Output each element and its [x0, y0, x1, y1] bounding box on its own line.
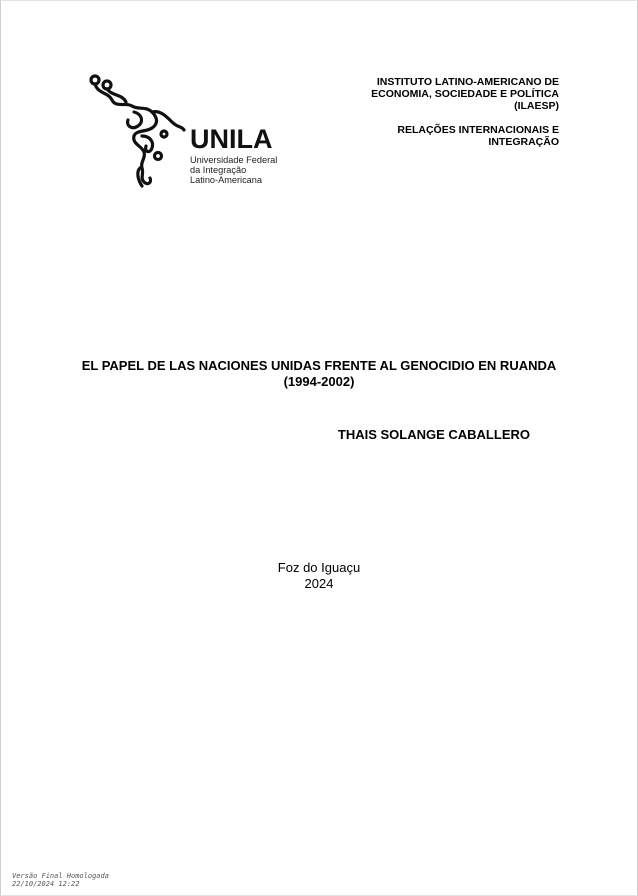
program-line-2: INTEGRAÇÃO: [488, 136, 559, 148]
institution-line-3: (ILAESP): [514, 100, 559, 112]
document-title: [40, 358, 598, 389]
logo-subtitle-1: Universidade Federal: [190, 155, 278, 165]
institution-block: [299, 76, 559, 148]
version-stamp: [12, 872, 109, 888]
logo-subtitle-3: Latino-Americana: [190, 175, 263, 185]
unila-map-icon: [86, 72, 286, 194]
stamp-line-2: 22/10/2024 12:22: [12, 880, 80, 888]
logo-wordmark: UNILA: [190, 124, 273, 154]
stamp-line-1: Versão Final Homologada: [12, 872, 109, 880]
author-name: THAIS SOLANGE CABALLERO: [337, 427, 530, 442]
program-line-1: RELAÇÕES INTERNACIONAIS E: [397, 124, 559, 136]
title-line-2: (1994-2002): [283, 373, 355, 389]
institution-line-2: ECONOMIA, SOCIEDADE E POLÍTICA: [371, 88, 559, 100]
logo-subtitle-2: da Integração: [190, 165, 247, 175]
institution-line-1: INSTITUTO LATINO-AMERICANO DE: [376, 76, 559, 88]
place: Foz do Iguaçu: [277, 560, 361, 575]
unila-logo: [86, 72, 286, 194]
place-date-block: [219, 560, 419, 591]
title-line-1: EL PAPEL DE LAS NACIONES UNIDAS FRENTE AL GENOCIDIO EN RUANDA: [81, 358, 557, 373]
year: 2024: [304, 575, 334, 591]
